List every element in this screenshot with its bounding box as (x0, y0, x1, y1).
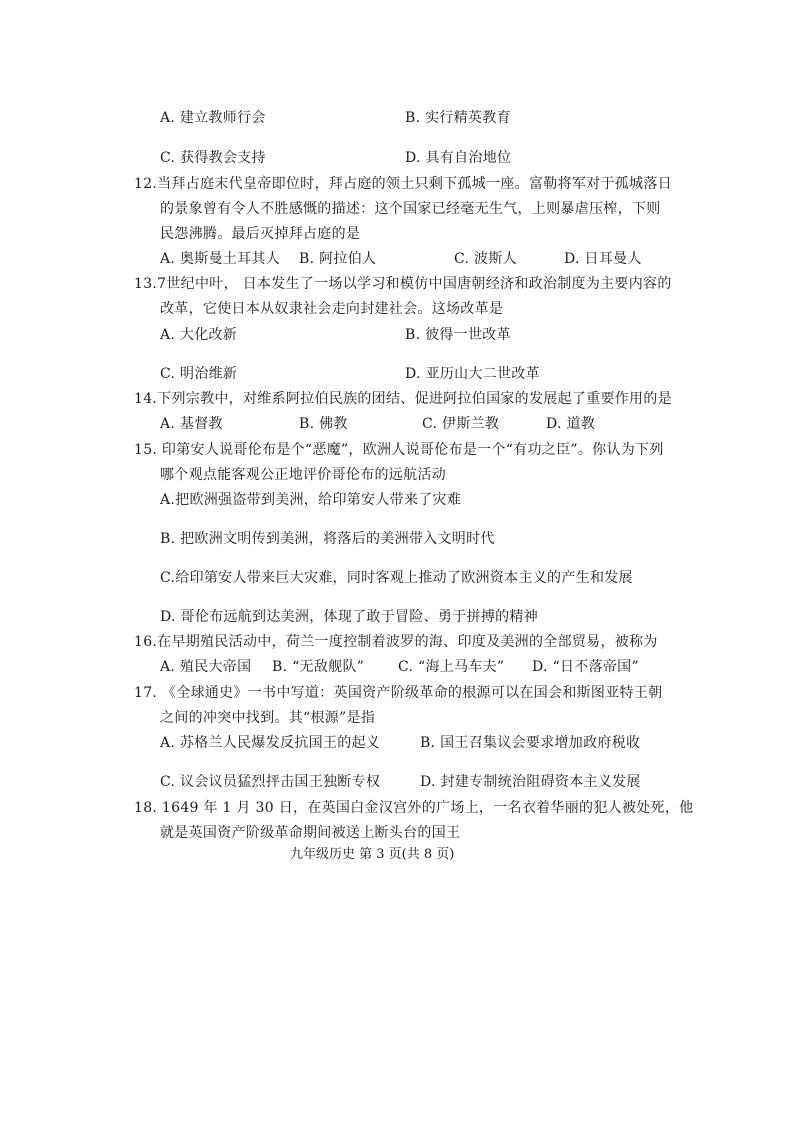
q14-option-d: D. 道教 (546, 416, 596, 432)
q12-stem-line2: 的景象曾有令人不胜感慨的描述：这个国家已经毫无生气，上则暴虐压榨，下则 (160, 201, 661, 217)
q13-option-a: A. 大化改新 (160, 327, 238, 343)
page-footer: 九年级历史 第 3 页(共 8 页) (290, 847, 455, 862)
q16-option-b: B. “无敌舰队” (272, 659, 365, 675)
q15-stem-line2: 哪个观点能客观公正地评价哥伦布的远航活动 (160, 467, 446, 483)
q16-option-c: C. “海上马车夫” (398, 659, 505, 675)
q13-option-b: B. 彼得一世改革 (405, 327, 511, 343)
q17-option-d: D. 封建专制统治阻碍资本主义发展 (420, 774, 641, 790)
q14-option-c: C. 伊斯兰教 (422, 416, 500, 432)
q12-option-a: A. 奥斯曼土耳其人 (160, 251, 281, 267)
q11-option-a: A. 建立教师行会 (160, 110, 266, 126)
q13-stem-line1: 13.7世纪中叶， 日本发生了一场以学习和模仿中国唐朝经济和政治制度为主要内容的 (134, 276, 672, 292)
q16-option-a: A. 殖民大帝国 (160, 659, 252, 675)
q14-stem-line1: 14.下列宗教中，对维系阿拉伯民族的团结、促进阿拉伯国家的发展起了重要作用的是 (134, 391, 672, 407)
q12-option-c: C. 波斯人 (454, 251, 517, 267)
q18-stem-line1: 18. 1649 年 1 月 30 日，在英国白金汉宫外的广场上，一名衣着华丽的犯人被处死，他 (134, 800, 694, 816)
q12-option-b: B. 阿拉伯人 (299, 251, 377, 267)
q16-option-d: D. “日不落帝国” (532, 659, 639, 675)
q17-option-c: C. 议会议员猛烈抨击国王独断专权 (160, 774, 381, 790)
q15-stem-line1: 15. 印第安人说哥伦布是个“恶魔”，欧洲人说哥伦布是一个“有功之臣”。你认为下列 (134, 442, 664, 458)
q13-option-c: C. 明治维新 (160, 366, 238, 382)
q15-option-a: A.把欧洲强盗带到美洲，给印第安人带来了灾难 (160, 492, 462, 508)
q18-stem-line2: 就是英国资产阶级革命期间被送上断头台的国王 (160, 825, 461, 841)
q17-stem-line2: 之间的冲突中找到。其“根源”是指 (160, 710, 376, 726)
q16-stem-line1: 16.在早期殖民活动中，荷兰一度控制着波罗的海、印度及美洲的全部贸易，被称为 (134, 634, 658, 650)
q15-option-b: B. 把欧洲文明传到美洲，将落后的美洲带入文明时代 (160, 531, 495, 547)
q13-stem-line2: 改革，它使日本从奴隶社会走向封建社会。这场改革是 (160, 301, 504, 317)
q17-stem-line1: 17. 《全球通史》一书中写道：英国资产阶级革命的根源可以在国会和斯图亚特王朝 (134, 685, 663, 701)
q11-option-b: B. 实行精英教育 (405, 110, 511, 126)
q11-option-c: C. 获得教会支持 (160, 150, 266, 166)
q17-option-a: A. 苏格兰人民爆发反抗国王的起义 (160, 735, 381, 751)
q11-option-d: D. 具有自治地位 (405, 150, 512, 166)
q15-option-c: C.给印第安人带来巨大灾难，同时客观上推动了欧洲资本主义的产生和发展 (160, 570, 633, 586)
q13-option-d: D. 亚历山大二世改革 (405, 366, 540, 382)
q12-option-d: D. 日耳曼人 (564, 251, 642, 267)
q14-option-a: A. 基督教 (160, 416, 223, 432)
q14-option-b: B. 佛教 (299, 416, 348, 432)
q15-option-d: D. 哥伦布远航到达美洲，体现了敢于冒险、勇于拼搏的精神 (160, 609, 539, 625)
q17-option-b: B. 国王召集议会要求增加政府税收 (420, 735, 641, 751)
q12-stem-line3: 民怨沸腾。最后灭掉拜占庭的是 (160, 226, 361, 242)
q12-stem-line1: 12.当拜占庭末代皇帝即位时，拜占庭的领土只剩下孤城一座。富勒将军对于孤城落日 (134, 176, 672, 192)
